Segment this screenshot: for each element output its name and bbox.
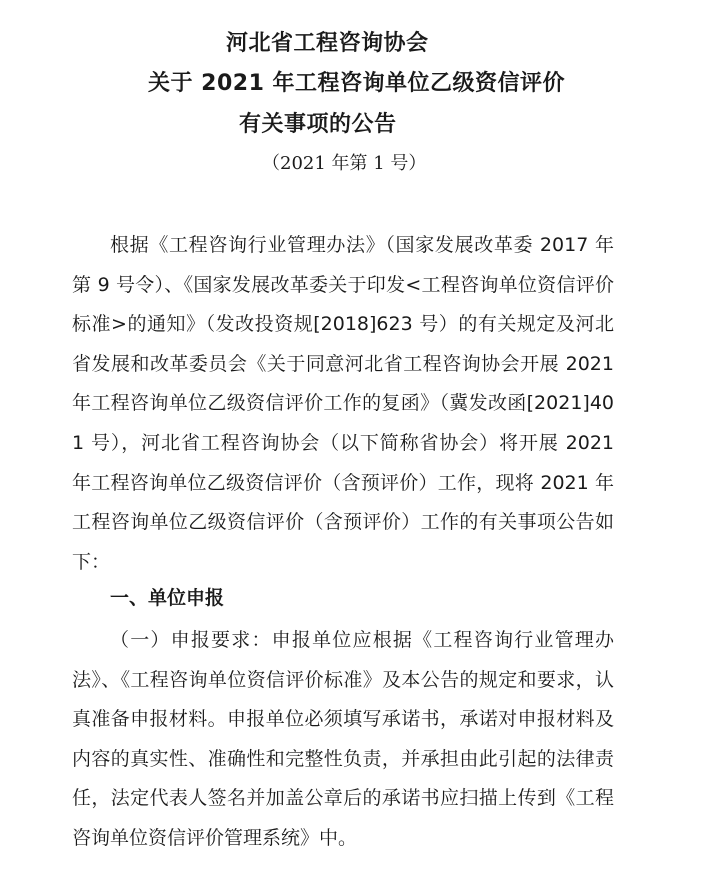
application-requirements-paragraph: （一）申报要求：申报单位应根据《工程咨询行业管理办法》、《工程咨询单位资信评价标准》及本公告的规定和要求，认真准备申报材料。申报单位必须填写承诺书，承诺对申报材料及内容的真实性、准确性和完整性负责，并承担由此引起的法律责任，法定代表人签名并加盖公章后的承诺书应扫描上传到《工程咨询单位资信评价管理系统》中。: [72, 629, 614, 849]
intro-paragraph: 根据《工程咨询行业管理办法》（国家发展改革委 2017 年第 9 号令）、《国家发展改革委关于印发<工程咨询单位资信评价标准>的通知》（发改投资规[2018]623 号）的有关规定及河北省发展和改革委员会《关于同意河北省工程咨询协会开展 2021 年工程咨询单位乙级资信评价工作的复函》（冀发改函[2021]401 号），河北省工程咨询协会（以下简称省协会）将开展 2021 年工程咨询单位乙级资信评价（含预评价）工作，现将 2021 年工程咨询单位乙级资信评价（含预评价）工作的有关事项公告如下：: [72, 234, 614, 573]
section-heading-unit-application: 一、单位申报: [110, 587, 225, 609]
document-number: （2021 年第 1 号）: [262, 153, 427, 174]
document-title-line-2: 关于 2021 年工程咨询单位乙级资信评价: [148, 71, 566, 96]
document-title-line-1: 河北省工程咨询协会: [226, 31, 429, 56]
document-title-line-3: 有关事项的公告: [239, 112, 397, 137]
